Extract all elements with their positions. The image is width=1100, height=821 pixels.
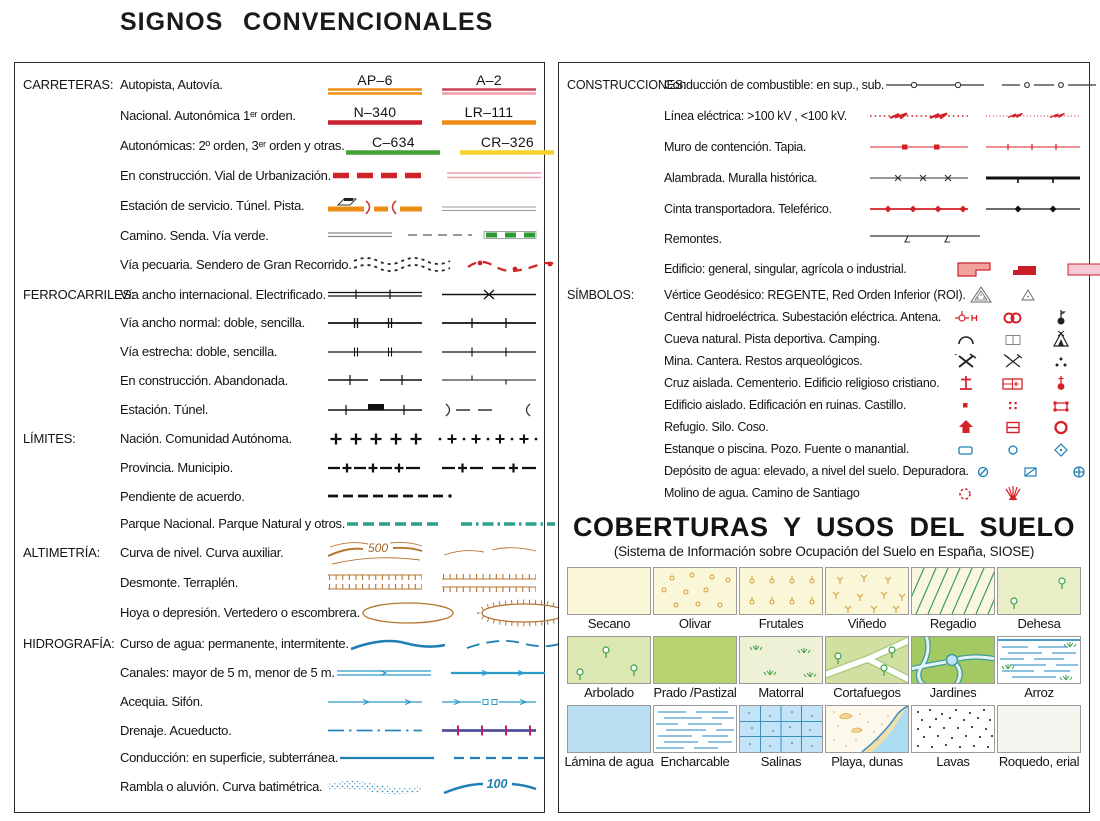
symbol-rambla-batimetrica	[326, 775, 538, 799]
row-conduccion-hidro	[15, 744, 544, 771]
row-acequia-sifon	[15, 687, 544, 716]
landcover-dehesa: Dehesa	[997, 567, 1081, 631]
row-ferro-construccion-abandonada	[15, 366, 544, 394]
row-remontes	[559, 224, 1089, 253]
road-shield-lr111: LR–111	[464, 103, 514, 120]
row-desc: Cueva natural. Pista deportiva. Camping.	[664, 332, 880, 346]
symbol-linea-electrica	[868, 109, 1083, 123]
page-title: SIGNOS CONVENCIONALES	[120, 8, 494, 36]
row-desmonte-terraplen	[15, 567, 544, 597]
symbol-pendiente-acuerdo	[326, 490, 538, 502]
road-shield-cr326: CR–326	[480, 134, 534, 150]
landcover-swatch-matorral	[739, 636, 823, 684]
symbol-autopista-autovia	[326, 73, 538, 96]
row-desc: Drenaje. Acueducto.	[120, 722, 232, 738]
symbol-camino-senda-viaverde	[326, 229, 538, 241]
row-edificios	[559, 253, 1089, 284]
landcover-swatch-roquedo	[997, 705, 1081, 753]
section-label-simbolos: SÍMBOLOS:	[567, 288, 634, 302]
row-desc: Muro de contención. Tapia.	[664, 139, 807, 154]
row-desc: Curso de agua: permanente, intermitente.	[120, 635, 349, 651]
landcover-swatch-jardines	[911, 636, 995, 684]
symbol-ferro-construccion-abandonada	[326, 373, 538, 387]
symbol-cueva-pista-camping	[951, 329, 1083, 349]
symbol-deposito-depuradora	[969, 461, 1100, 481]
symbol-parques	[345, 519, 557, 529]
row-desc: Estación. Túnel.	[120, 401, 209, 417]
row-desc: Rambla o aluvión. Curva batimétrica.	[120, 779, 323, 794]
symbol-aislado-ruinas-castillo	[951, 395, 1083, 415]
symbol-nacion-comunidad	[326, 431, 538, 447]
row-desc: Autopista, Autovía.	[120, 76, 223, 92]
landcover-swatch-prado	[653, 636, 737, 684]
row-curso-agua	[15, 628, 544, 658]
symbol-combustible	[884, 79, 1099, 91]
landcover-swatch-secano	[567, 567, 651, 615]
row-desc: Conducción de combustible: en sup., sub.	[664, 77, 885, 92]
landcover-jardines: Jardines	[911, 636, 995, 700]
section-label-carreteras: CARRETERAS:	[23, 76, 114, 92]
row-nacion-comunidad	[15, 424, 544, 453]
symbol-estanque-pozo-fuente	[951, 439, 1083, 459]
landcover-swatch-lavas	[911, 705, 995, 753]
row-desc: En construcción. Abandonada.	[120, 372, 288, 388]
row-desc: Desmonte. Terraplén.	[120, 574, 239, 590]
symbol-ferro-estacion-tunel	[326, 401, 538, 417]
row-hoya-vertedero	[15, 597, 544, 628]
row-pendiente-acuerdo	[15, 482, 544, 510]
row-desc: Estanque o piscina. Pozo. Fuente o manantial.	[664, 442, 909, 456]
symbol-mina-cantera-restos	[951, 351, 1083, 371]
landcover-secano: Secano	[567, 567, 651, 631]
row-curvas-nivel	[15, 537, 544, 567]
row-estacion-tunel-pista	[15, 190, 544, 221]
landcover-grid	[559, 559, 1089, 769]
symbol-muro-tapia	[868, 141, 1083, 153]
row-desc: Refugio. Silo. Coso.	[664, 420, 769, 434]
landcover-matorral: Matorral	[739, 636, 823, 700]
row-desc: Canales: mayor de 5 m, menor de 5 m.	[120, 665, 335, 680]
svg-text:100: 100	[486, 776, 508, 791]
row-viapecuaria-sendero	[15, 249, 544, 280]
landcover-vinedo: Viñedo	[825, 567, 909, 631]
row-via-normal	[15, 308, 544, 337]
landcover-swatch-playa-dunas	[825, 705, 909, 753]
row-desc: Provincia. Municipio.	[120, 460, 233, 475]
row-cruz-cementerio-religioso	[559, 372, 1089, 394]
row-desc: Cruz aislada. Cementerio. Edificio religioso cristiano.	[664, 376, 940, 390]
landcover-swatch-encharcable	[653, 705, 737, 753]
row-estanque-pozo-fuente	[559, 438, 1089, 460]
row-aislado-ruinas-castillo	[559, 394, 1089, 416]
symbol-acequia-sifon	[326, 696, 538, 708]
landcover-swatch-frutales	[739, 567, 823, 615]
row-alambrada-muralla	[559, 162, 1089, 193]
landcover-prado: Prado /Pastizal	[653, 636, 737, 700]
row-rambla-batimetrica	[15, 771, 544, 802]
row-canales	[15, 658, 544, 687]
road-shield-n340: N–340	[353, 103, 397, 120]
row-desc: Vértice Geodésico: REGENTE, Red Orden Inferior (ROI).	[664, 288, 966, 302]
row-refugio-silo-coso	[559, 416, 1089, 438]
symbol-hoya-vertedero	[360, 599, 572, 627]
symbol-canales	[335, 667, 547, 679]
legend-right-panel	[558, 62, 1090, 813]
landcover-lamina-agua: Lámina de agua	[567, 705, 651, 769]
row-cueva-pista-camping	[559, 328, 1089, 350]
legend-left-panel	[14, 62, 545, 813]
symbol-molino-santiago	[951, 483, 1083, 503]
row-desc: Nacional. Autonómica 1ᵉʳ orden.	[120, 107, 296, 123]
row-camino-senda-viaverde	[15, 221, 544, 249]
row-desc: Vía pecuaria. Sendero de Gran Recorrido.	[120, 257, 352, 272]
symbol-edificios	[906, 260, 1100, 278]
symbol-desmonte-terraplen	[326, 570, 538, 594]
symbol-drenaje-acueducto	[326, 724, 538, 737]
row-desc: Central hidroeléctrica. Subestación eléctrica. Antena.	[664, 310, 942, 324]
symbol-curso-agua	[349, 635, 561, 651]
symbol-via-internacional-electrificado	[326, 288, 538, 301]
landcover-swatch-lamina-agua	[567, 705, 651, 753]
landcover-arroz: Arroz	[997, 636, 1081, 700]
row-desc: Autonómicas: 2º orden, 3ᵉʳ orden y otras.	[120, 138, 345, 153]
row-desc: Pendiente de acuerdo.	[120, 488, 245, 504]
symbol-central-subestacion-antena	[951, 307, 1083, 327]
row-desc: Molino de agua. Camino de Santiago	[664, 486, 860, 500]
svg-text:500: 500	[367, 541, 389, 555]
symbol-alambrada-muralla	[868, 172, 1083, 184]
row-desc: Vía ancho internacional. Electrificado.	[120, 286, 326, 302]
landcover-arbolado: Arbolado	[567, 636, 651, 700]
symbol-estacion-servicio-tunel-pista	[326, 195, 538, 217]
landcover-swatch-arbolado	[567, 636, 651, 684]
row-vertice-geodesico	[559, 284, 1089, 306]
landcover-swatch-arroz	[997, 636, 1081, 684]
row-desc: Camino. Senda. Vía verde.	[120, 227, 269, 243]
landcover-swatch-vinedo	[825, 567, 909, 615]
coberturas-title: COBERTURAS Y USOS DEL SUELO	[572, 512, 1076, 542]
row-desc: Depósito de agua: elevado, a nivel del suelo. Depuradora.	[664, 464, 969, 478]
row-via-estrecha	[15, 337, 544, 366]
row-desc: Vía estrecha: doble, sencilla.	[120, 344, 278, 359]
row-muro-tapia	[559, 131, 1089, 162]
symbol-provincia-municipio	[326, 460, 538, 476]
road-shield-a2: A–2	[476, 71, 502, 88]
landcover-roquedo: Roquedo, erial	[997, 705, 1081, 769]
landcover-cortafuegos: Cortafuegos	[825, 636, 909, 700]
row-ferro-estacion-tunel	[15, 394, 544, 424]
row-desc: Edificio: general, singular, agrícola o industrial.	[664, 261, 907, 276]
row-desc: Nación. Comunidad Autónoma.	[120, 431, 292, 446]
row-desc: Alambrada. Muralla histórica.	[664, 170, 818, 185]
landcover-swatch-cortafuegos	[825, 636, 909, 684]
row-via-internacional	[15, 280, 544, 308]
row-provincia-municipio	[15, 453, 544, 482]
section-label-limites: LÍMITES:	[23, 431, 76, 446]
road-shield-ap6: AP–6	[357, 71, 393, 88]
symbol-nacional-autonomica	[326, 105, 538, 126]
landcover-lavas: Lavas	[911, 705, 995, 769]
symbol-via-estrecha	[326, 345, 538, 359]
row-desc: Acequia. Sifón.	[120, 694, 203, 709]
row-autopista-autovia	[15, 68, 544, 100]
symbol-remontes	[868, 232, 1083, 246]
row-autonomicas	[15, 130, 544, 161]
symbol-curvas-nivel	[326, 538, 538, 566]
symbol-via-normal	[326, 316, 538, 330]
coberturas-subtitle: (Sistema de Información sobre Ocupación del Suelo en España, SIOSE)	[613, 544, 1035, 559]
row-parques	[15, 510, 544, 537]
symbol-construccion-vial	[331, 170, 543, 181]
row-desc: Curva de nivel. Curva auxiliar.	[120, 544, 284, 560]
landcover-salinas: Salinas	[739, 705, 823, 769]
section-label-construcciones: CONSTRUCCIONES:	[567, 77, 687, 92]
landcover-swatch-salinas	[739, 705, 823, 753]
section-label-altimetria: ALTIMETRÍA:	[23, 544, 101, 560]
row-desc: Vía ancho normal: doble, sencilla.	[120, 315, 305, 330]
row-combustible	[559, 69, 1089, 100]
row-molino-santiago	[559, 482, 1089, 504]
symbol-cruz-cementerio-religioso	[951, 373, 1083, 393]
landcover-playa-dunas: Playa, dunas	[825, 705, 909, 769]
row-en-construccion-vial	[15, 161, 544, 190]
symbol-conduccion-hidro	[338, 753, 550, 763]
symbol-autonomicas	[344, 135, 556, 156]
row-desc: Remontes.	[664, 231, 722, 246]
row-nacional-autonomica	[15, 100, 544, 130]
row-desc: Hoya o depresión. Vertedero o escombrera.	[120, 605, 360, 620]
row-cinta-teleferico	[559, 193, 1089, 224]
landcover-frutales: Frutales	[739, 567, 823, 631]
row-drenaje-acueducto	[15, 716, 544, 744]
symbol-refugio-silo-coso	[951, 417, 1083, 437]
section-label-ferrocarriles: FERROCARRILES:	[23, 286, 135, 302]
row-desc: Estación de servicio. Túnel. Pista.	[120, 198, 305, 213]
symbol-viapecuaria-sendero	[352, 255, 564, 275]
landcover-olivar: Olivar	[653, 567, 737, 631]
row-desc: Mina. Cantera. Restos arqueológicos.	[664, 354, 863, 368]
row-desc: Conducción: en superficie, subterránea.	[120, 750, 339, 765]
section-label-hidrografia: HIDROGRAFÍA:	[23, 635, 115, 651]
landcover-swatch-olivar	[653, 567, 737, 615]
landcover-swatch-regadio	[911, 567, 995, 615]
landcover-encharcable: Encharcable	[653, 705, 737, 769]
row-desc: Cinta transportadora. Teleférico.	[664, 201, 832, 216]
row-deposito-depuradora	[559, 460, 1089, 482]
row-mina-cantera-restos	[559, 350, 1089, 372]
row-desc: Edificio aislado. Edificación en ruinas. Castillo.	[664, 398, 907, 412]
landcover-swatch-dehesa	[997, 567, 1081, 615]
road-shield-c634: C–634	[372, 134, 415, 150]
row-desc: Línea eléctrica: >100 kV , <100 kV.	[664, 108, 847, 123]
landcover-regadio: Regadio	[911, 567, 995, 631]
row-linea-electrica	[559, 100, 1089, 131]
symbol-cinta-teleferico	[868, 203, 1083, 215]
row-desc: En construcción. Vial de Urbanización.	[120, 168, 331, 183]
row-desc: Parque Nacional. Parque Natural y otros.	[120, 516, 346, 531]
row-central-subestacion-antena	[559, 306, 1089, 328]
symbol-vertice-geodesico	[966, 285, 1098, 305]
